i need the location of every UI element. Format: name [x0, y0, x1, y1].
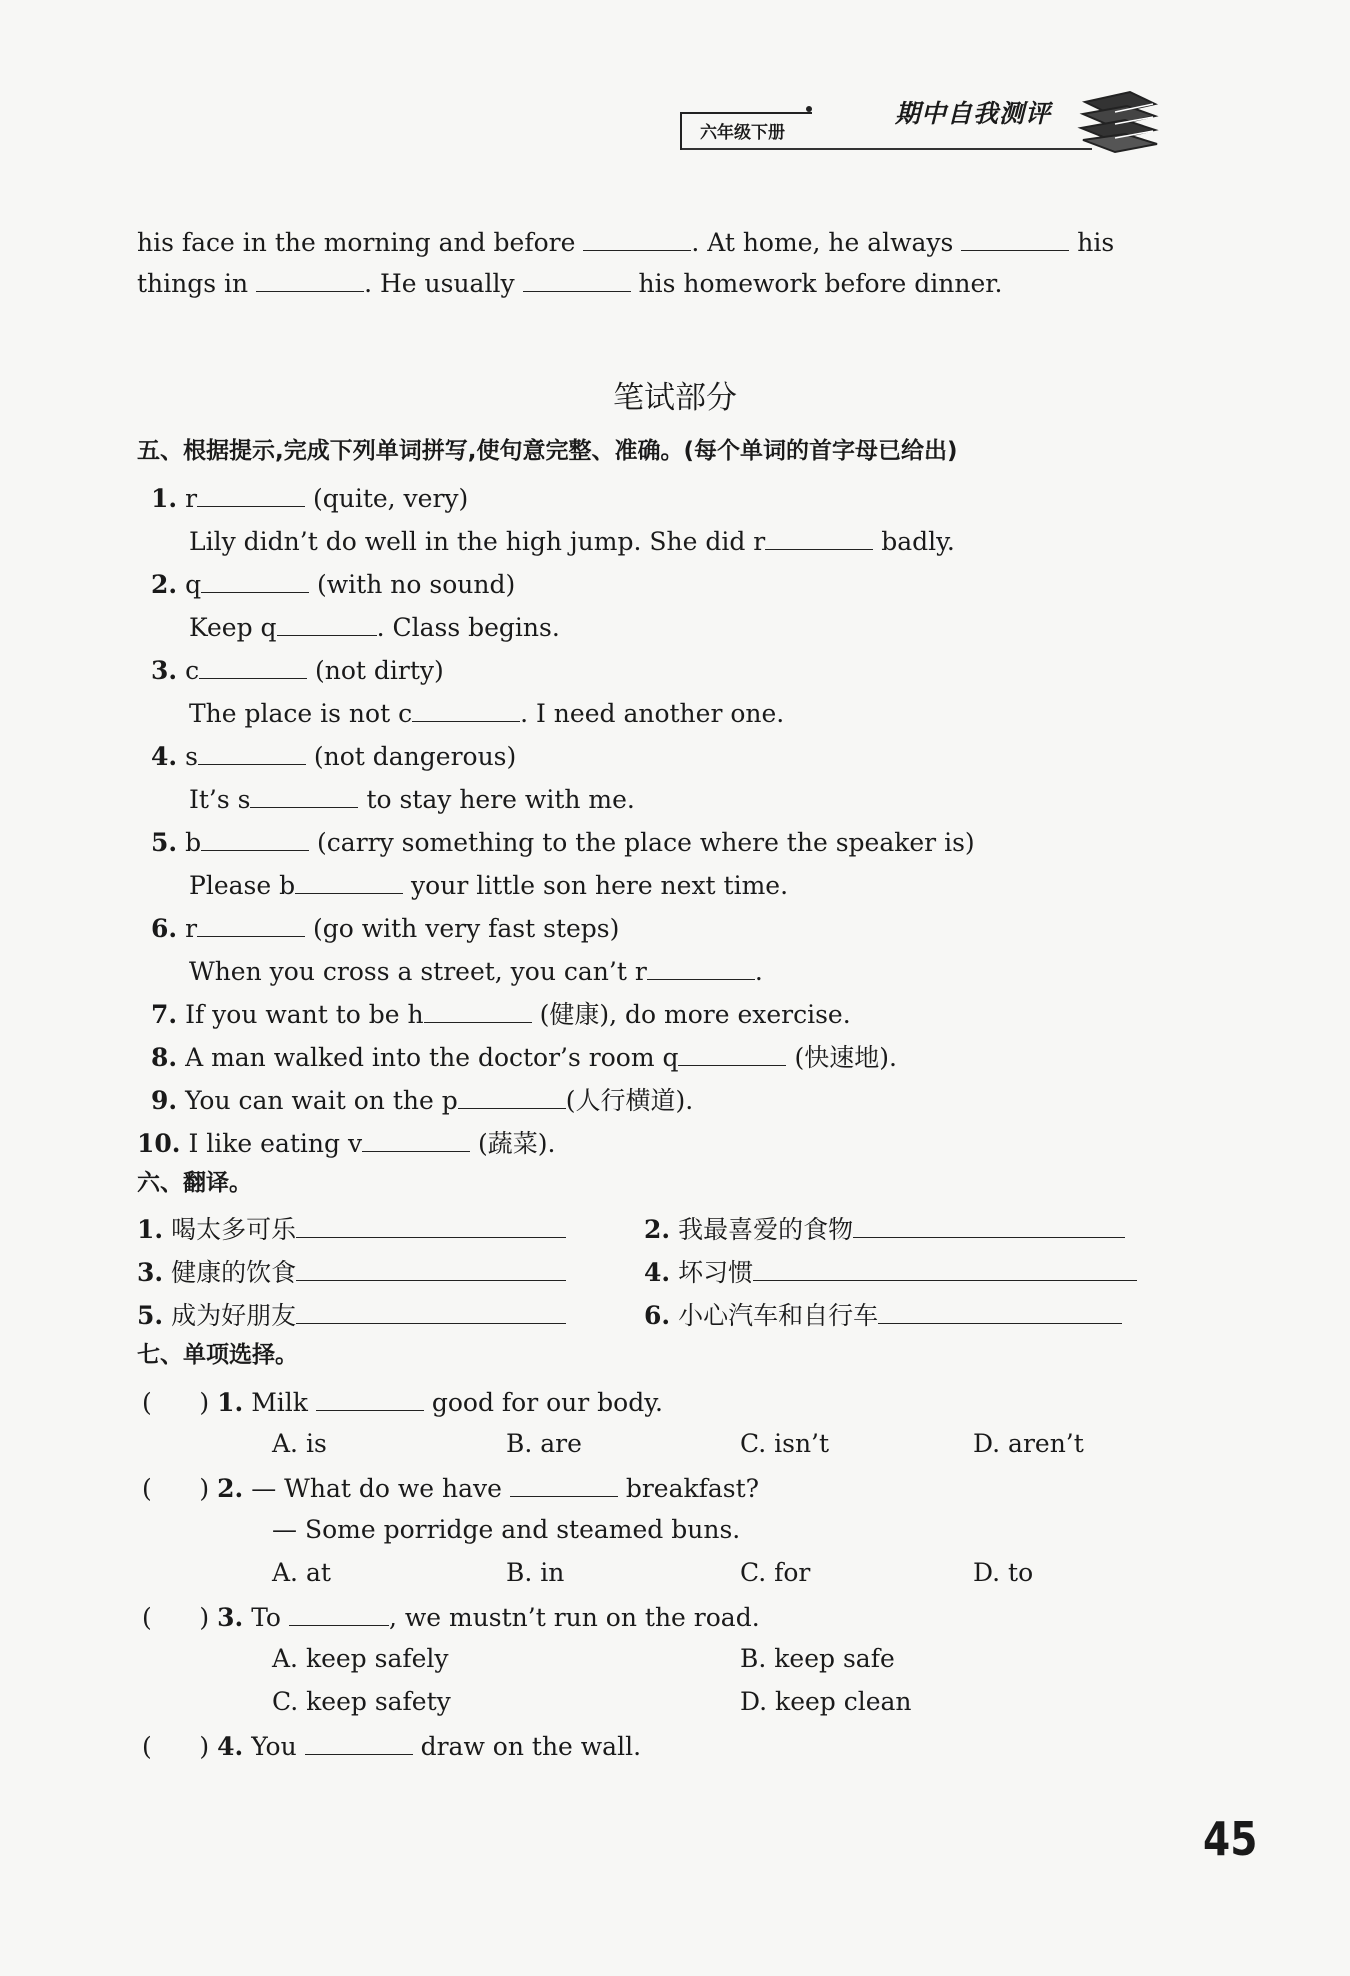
first-letter: r	[185, 484, 198, 513]
mc-q3-option-b[interactable]: B. keep safe	[740, 1644, 895, 1673]
answer-blank[interactable]	[853, 1215, 1125, 1238]
page-number: 45	[1203, 1812, 1258, 1866]
translate-item-4	[644, 1258, 1137, 1285]
mc-q2-option-d[interactable]: D. to	[973, 1558, 1034, 1587]
first-letter: q	[185, 570, 202, 599]
part5-item-9	[151, 1086, 693, 1113]
mc-q3	[142, 1603, 760, 1630]
sentence-text: (快速地).	[794, 1043, 897, 1072]
answer-paren[interactable]: ( )	[142, 1603, 210, 1632]
item-number: 9.	[151, 1086, 178, 1115]
part5-item-1-word	[151, 484, 468, 511]
mc-q2-option-b[interactable]: B. in	[506, 1558, 565, 1587]
answer-blank[interactable]	[424, 1000, 532, 1023]
question-text: good for our body.	[431, 1388, 663, 1417]
answer-blank[interactable]	[305, 1732, 413, 1755]
answer-paren[interactable]: ( )	[142, 1732, 210, 1761]
answer-blank[interactable]	[197, 484, 305, 507]
mc-q3-option-c[interactable]: C. keep safety	[272, 1687, 451, 1716]
header-dot	[806, 106, 812, 112]
answer-blank[interactable]	[961, 228, 1069, 251]
header-title: 期中自我测评	[895, 99, 1052, 128]
header-rule	[682, 148, 1092, 150]
passage-line-1	[137, 228, 1114, 255]
hint-text: (not dirty)	[315, 656, 444, 685]
translate-prompt: 成为好朋友	[171, 1301, 297, 1330]
sentence-text: badly.	[881, 527, 955, 556]
mc-q2	[142, 1474, 759, 1501]
part5-item-3-word	[151, 656, 444, 683]
mc-q3-option-a[interactable]: A. keep safely	[272, 1644, 449, 1673]
part5-item-10	[137, 1129, 556, 1156]
sentence-text: You can wait on the p	[185, 1086, 458, 1115]
sentence-text: If you want to be h	[185, 1000, 424, 1029]
sentence-text: Keep q	[189, 613, 277, 642]
answer-blank[interactable]	[878, 1301, 1122, 1324]
passage-text: his face in the morning and before	[137, 228, 576, 257]
passage-text: his	[1077, 228, 1115, 257]
sentence-text: . I need another one.	[520, 699, 785, 728]
answer-blank[interactable]	[647, 957, 755, 980]
passage-line-2	[137, 269, 1002, 296]
question-text: — What do we have	[251, 1474, 502, 1503]
hint-text: (quite, very)	[312, 484, 469, 513]
translate-item-5	[137, 1301, 566, 1328]
item-number: 6.	[151, 914, 178, 943]
passage-text: things in	[137, 269, 249, 298]
part5-item-7	[151, 1000, 851, 1027]
translate-item-2	[644, 1215, 1125, 1242]
item-number: 3.	[151, 656, 178, 685]
first-letter: s	[185, 742, 198, 771]
first-letter: r	[185, 914, 198, 943]
item-number: 2.	[217, 1474, 244, 1503]
part5-item-2-word	[151, 570, 515, 597]
mc-q2-option-c[interactable]: C. for	[740, 1558, 811, 1587]
mc-q1-option-b[interactable]: B. are	[506, 1429, 582, 1458]
answer-blank[interactable]	[198, 742, 306, 765]
hint-text: (not dangerous)	[313, 742, 517, 771]
answer-blank[interactable]	[256, 269, 364, 292]
mc-q1-option-c[interactable]: C. isn’t	[740, 1429, 830, 1458]
question-text: draw on the wall.	[420, 1732, 642, 1761]
item-number: 4.	[217, 1732, 244, 1761]
sentence-text: your little son here next time.	[411, 871, 789, 900]
part5-item-5-word	[151, 828, 975, 855]
item-number: 5.	[151, 828, 178, 857]
answer-blank[interactable]	[201, 828, 309, 851]
answer-paren[interactable]: ( )	[142, 1474, 210, 1503]
mc-q1-option-a[interactable]: A. is	[272, 1429, 327, 1458]
sentence-text: Please b	[189, 871, 296, 900]
question-text: To	[251, 1603, 281, 1632]
passage-text: . At home, he always	[691, 228, 954, 257]
part6-heading: 六、翻译。	[137, 1170, 252, 1196]
sentence-text: (人行横道).	[565, 1086, 694, 1115]
item-number: 3.	[217, 1603, 244, 1632]
answer-blank[interactable]	[765, 527, 873, 550]
sentence-text: . Class begins.	[376, 613, 560, 642]
item-number: 5.	[137, 1301, 164, 1330]
sentence-text: When you cross a street, you can’t r	[189, 957, 647, 986]
answer-blank[interactable]	[316, 1388, 424, 1411]
item-number: 1.	[151, 484, 178, 513]
answer-blank[interactable]	[199, 656, 307, 679]
translate-item-3	[137, 1258, 566, 1285]
answer-blank[interactable]	[583, 228, 691, 251]
item-number: 4.	[151, 742, 178, 771]
mc-q1-option-d[interactable]: D. aren’t	[973, 1429, 1084, 1458]
books-icon	[1075, 84, 1165, 154]
translate-item-6	[644, 1301, 1122, 1328]
part5-item-1-sentence	[189, 527, 955, 554]
sentence-text: to stay here with me.	[366, 785, 635, 814]
answer-blank[interactable]	[197, 914, 305, 937]
answer-blank[interactable]	[510, 1474, 618, 1497]
item-number: 2.	[151, 570, 178, 599]
answer-blank[interactable]	[296, 1258, 566, 1281]
sentence-text: (健康), do more exercise.	[539, 1000, 851, 1029]
item-number: 8.	[151, 1043, 178, 1072]
header-grade: 六年级下册	[700, 123, 785, 143]
hint-text: (carry something to the place where the speaker is)	[317, 828, 975, 857]
part5-item-8	[151, 1043, 897, 1070]
part5-heading: 五、根据提示,完成下列单词拼写,使句意完整、准确。(每个单词的首字母已给出)	[137, 438, 958, 464]
sentence-text: It’s s	[189, 785, 251, 814]
answer-blank[interactable]	[458, 1086, 566, 1109]
answer-blank[interactable]	[201, 570, 309, 593]
answer-blank[interactable]	[250, 785, 358, 808]
answer-blank[interactable]	[412, 699, 520, 722]
answer-blank[interactable]	[753, 1258, 1137, 1281]
passage-text: his homework before dinner.	[638, 269, 1003, 298]
answer-blank[interactable]	[296, 1215, 566, 1238]
translate-prompt: 健康的饮食	[171, 1258, 297, 1287]
item-number: 4.	[644, 1258, 671, 1287]
item-number: 1.	[137, 1215, 164, 1244]
part5-item-6-word	[151, 914, 619, 941]
part5-item-3-sentence	[189, 699, 784, 726]
question-text: Milk	[251, 1388, 308, 1417]
part5-item-2-sentence	[189, 613, 560, 640]
hint-text: (with no sound)	[317, 570, 516, 599]
sentence-text: (蔬菜).	[478, 1129, 556, 1158]
answer-blank[interactable]	[295, 871, 403, 894]
item-number: 2.	[644, 1215, 671, 1244]
item-number: 10.	[137, 1129, 181, 1158]
mc-q4	[142, 1732, 641, 1759]
mc-q3-option-d[interactable]: D. keep clean	[740, 1687, 912, 1716]
answer-blank[interactable]	[277, 613, 377, 636]
sentence-text: The place is not c	[189, 699, 413, 728]
mc-q2-line2: — Some porridge and steamed buns.	[272, 1515, 741, 1544]
answer-paren[interactable]: ( )	[142, 1388, 210, 1417]
part5-item-5-sentence	[189, 871, 788, 898]
sentence-text: Lily didn’t do well in the high jump. She did r	[189, 527, 766, 556]
answer-blank[interactable]	[296, 1301, 566, 1324]
mc-q2-option-a[interactable]: A. at	[272, 1558, 331, 1587]
first-letter: b	[185, 828, 202, 857]
answer-blank[interactable]	[289, 1603, 389, 1626]
sentence-text: .	[754, 957, 763, 986]
sentence-text: A man walked into the doctor’s room q	[185, 1043, 679, 1072]
hint-text: (go with very fast steps)	[312, 914, 620, 943]
item-number: 1.	[217, 1388, 244, 1417]
part5-item-4-word	[151, 742, 516, 769]
translate-prompt: 坏习惯	[678, 1258, 754, 1287]
first-letter: c	[185, 656, 200, 685]
question-text: You	[251, 1732, 297, 1761]
answer-blank[interactable]	[523, 269, 631, 292]
translate-prompt: 喝太多可乐	[171, 1215, 297, 1244]
part7-heading: 七、单项选择。	[137, 1342, 298, 1368]
item-number: 6.	[644, 1301, 671, 1330]
translate-prompt: 我最喜爱的食物	[678, 1215, 854, 1244]
answer-blank[interactable]	[678, 1043, 786, 1066]
part5-item-4-sentence	[189, 785, 635, 812]
mc-q1	[142, 1388, 663, 1415]
question-text: breakfast?	[625, 1474, 760, 1503]
passage-text: . He usually	[364, 269, 515, 298]
sentence-text: I like eating v	[188, 1129, 363, 1158]
translate-prompt: 小心汽车和自行车	[678, 1301, 879, 1330]
item-number: 7.	[151, 1000, 178, 1029]
part5-item-6-sentence	[189, 957, 763, 984]
section-title: 笔试部分	[613, 380, 737, 416]
item-number: 3.	[137, 1258, 164, 1287]
question-text: , we mustn’t run on the road.	[388, 1603, 760, 1632]
translate-item-1	[137, 1215, 566, 1242]
answer-blank[interactable]	[362, 1129, 470, 1152]
